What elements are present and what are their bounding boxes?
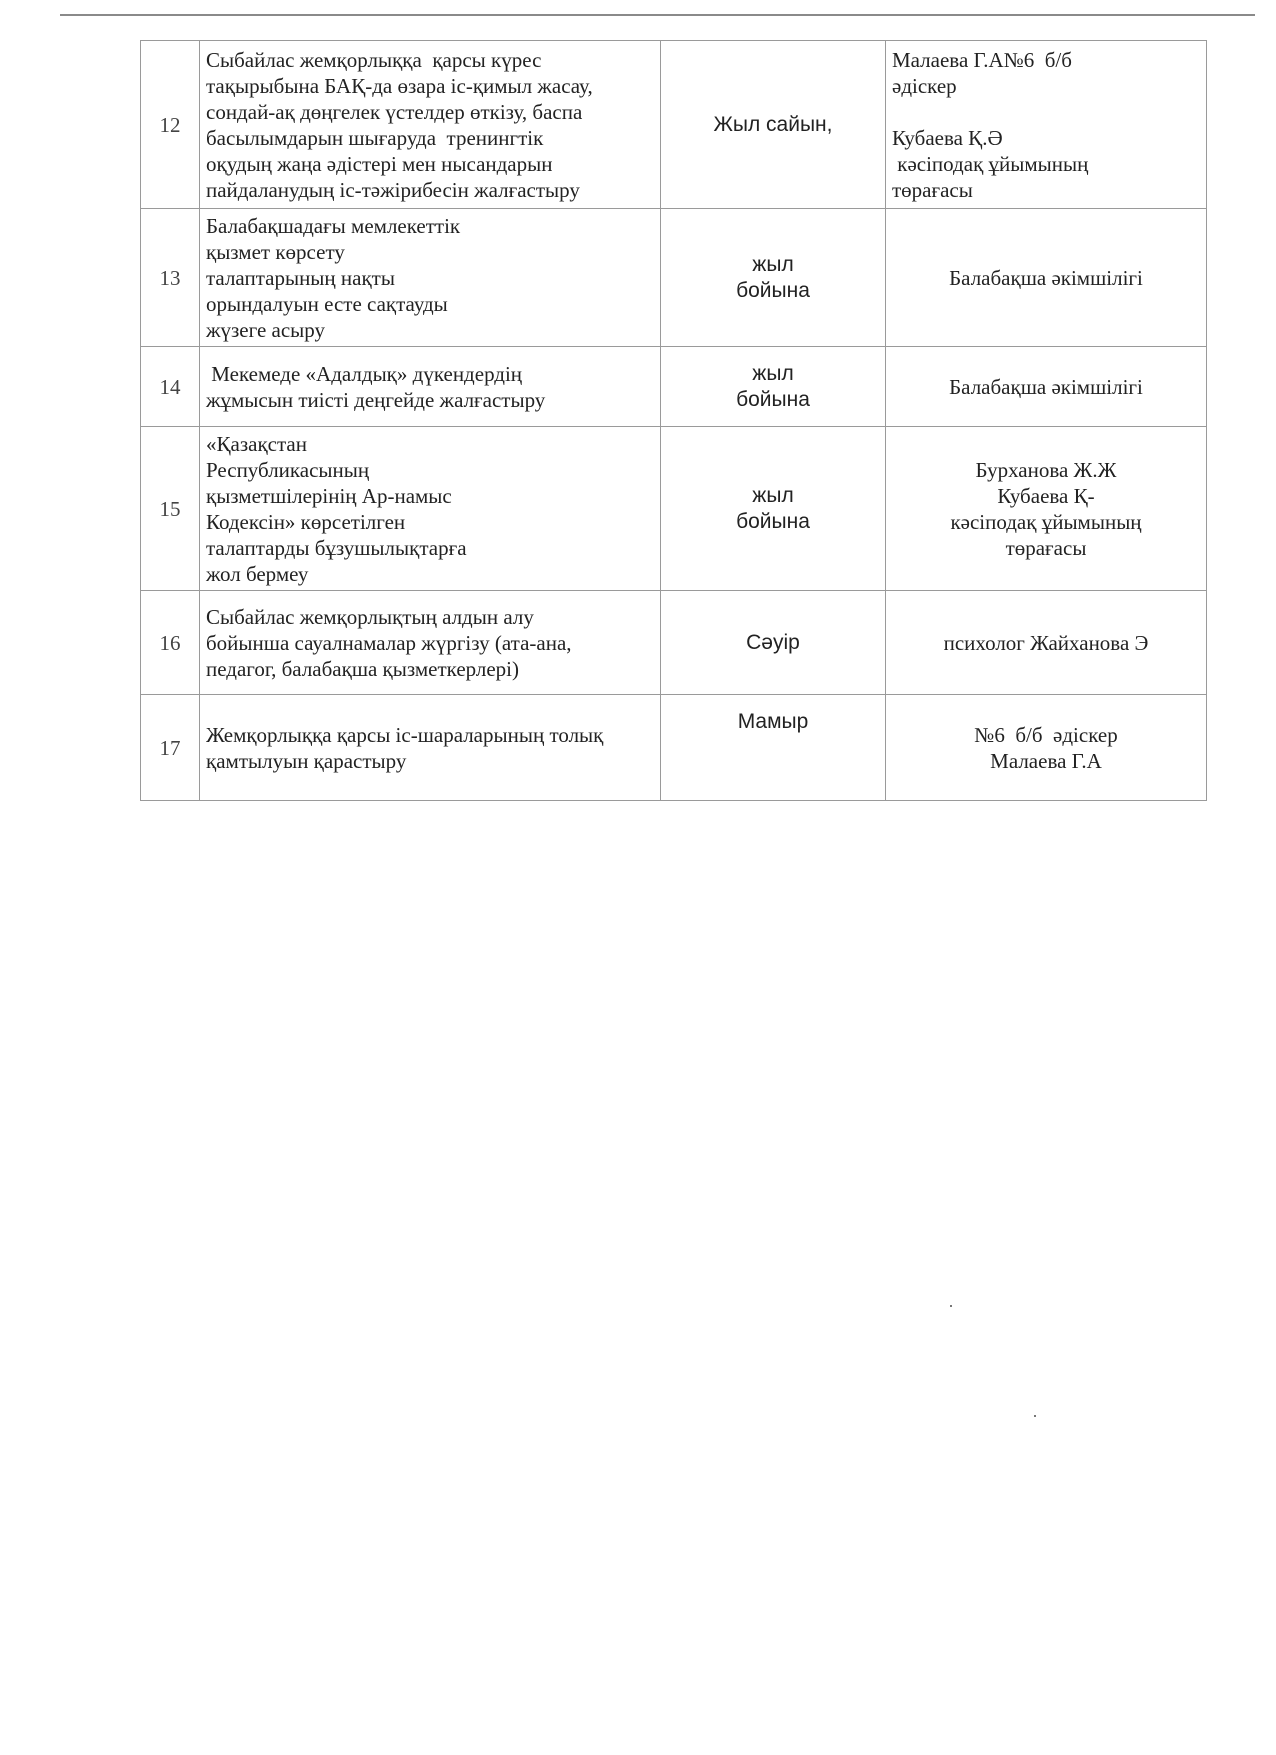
responsible-line: кәсіподақ ұйымының — [892, 151, 1089, 176]
task-cell — [200, 41, 661, 209]
responsible-cell — [886, 695, 1207, 801]
task-line: орындалуын есте сақтауды — [206, 291, 448, 316]
row-number: 17 — [141, 695, 200, 801]
task-line: «Қазақстан — [206, 431, 307, 456]
row-number: 14 — [141, 347, 200, 427]
task-line: Кодексін» көрсетілген — [206, 509, 406, 534]
task-line: жұмысын тиісті деңгейде жалғастыру — [206, 387, 546, 412]
task-line: талаптарды бұзушылықтарға — [206, 535, 467, 560]
responsible-line: №6 б/б әдіскер — [974, 722, 1118, 747]
task-cell — [200, 591, 661, 695]
table-row — [141, 591, 1207, 695]
responsible-line: төрағасы — [892, 177, 973, 202]
deadline-line: бойына — [736, 509, 810, 533]
row-number: 12 — [141, 41, 200, 209]
deadline-cell — [661, 41, 886, 209]
plan-table — [140, 40, 1207, 801]
task-line: талаптарының нақты — [206, 265, 395, 290]
task-line: Мекемеде «Адалдық» дүкендердің — [206, 361, 523, 386]
deadline-line: бойына — [736, 387, 810, 411]
deadline-line: Сәуір — [746, 630, 800, 654]
deadline-cell — [661, 427, 886, 591]
responsible-cell — [886, 591, 1207, 695]
scan-speck — [1034, 1415, 1036, 1417]
task-line: тақырыбына БАҚ-да өзара іс-қимыл жасау, — [206, 73, 593, 98]
row-number: 13 — [141, 209, 200, 347]
task-cell — [200, 695, 661, 801]
responsible-line — [892, 99, 1200, 125]
responsible-line: төрағасы — [1005, 535, 1087, 560]
deadline-line: Жыл сайын, — [713, 112, 833, 136]
task-line: жүзеге асыру — [206, 317, 326, 342]
responsible-cell — [886, 347, 1207, 427]
task-line: қызмет көрсету — [206, 239, 345, 264]
deadline-line: жыл — [752, 361, 794, 385]
task-line: сондай-ақ дөңгелек үстелдер өткізу, баспа — [206, 99, 583, 124]
row-number: 15 — [141, 427, 200, 591]
responsible-line: Малаева Г.А — [990, 748, 1102, 773]
task-line: жол бермеу — [206, 561, 309, 586]
task-line: қамтылуын қарастыру — [206, 748, 407, 773]
task-cell — [200, 209, 661, 347]
task-line: Республикасының — [206, 457, 370, 482]
responsible-line: Кубаева Қ- — [997, 483, 1095, 508]
task-line: басылымдарын шығаруда тренингтік — [206, 125, 544, 150]
responsible-line: Балабақша әкімшілігі — [949, 374, 1143, 399]
table-row — [141, 695, 1207, 801]
task-line: Балабақшадағы мемлекеттік — [206, 213, 461, 238]
responsible-line: психолог Жайханова Э — [943, 630, 1149, 655]
deadline-line: жыл — [752, 252, 794, 276]
table-row — [141, 427, 1207, 591]
deadline-cell — [661, 209, 886, 347]
deadline-line: бойына — [736, 278, 810, 302]
responsible-line: Балабақша әкімшілігі — [949, 265, 1143, 290]
deadline-cell — [661, 347, 886, 427]
deadline-cell — [661, 591, 886, 695]
task-cell — [200, 347, 661, 427]
task-line: пайдаланудың іс-тәжірибесін жалғастыру — [206, 177, 580, 202]
deadline-cell — [661, 695, 886, 801]
task-cell — [200, 427, 661, 591]
responsible-line: Бурханова Ж.Ж — [975, 457, 1117, 482]
task-line: оқудың жаңа әдістері мен нысандарын — [206, 151, 553, 176]
table-row — [141, 209, 1207, 347]
responsible-cell — [886, 41, 1207, 209]
responsible-cell — [886, 427, 1207, 591]
responsible-line: Малаева Г.А№6 б/б — [892, 47, 1072, 72]
table-row — [141, 41, 1207, 209]
task-line: Сыбайлас жемқорлықтың алдын алу — [206, 604, 534, 629]
table-row — [141, 347, 1207, 427]
responsible-line: Кубаева Қ.Ә — [892, 125, 1003, 150]
deadline-line: Мамыр — [737, 710, 809, 733]
deadline-line: жыл — [752, 483, 794, 507]
task-line: педагог, балабақша қызметкерлері) — [206, 656, 520, 681]
task-line: Жемқорлыққа қарсы іс-шараларының толық — [206, 722, 604, 747]
task-line: Сыбайлас жемқорлыққа қарсы күрес — [206, 47, 542, 72]
responsible-line: әдіскер — [892, 73, 957, 98]
scan-speck — [950, 1305, 952, 1307]
responsible-cell — [886, 209, 1207, 347]
row-number: 16 — [141, 591, 200, 695]
task-line: бойынша сауалнамалар жүргізу (ата-ана, — [206, 630, 572, 655]
responsible-line: кәсіподақ ұйымының — [950, 509, 1142, 534]
top-rule — [60, 14, 1255, 16]
task-line: қызметшілерінің Ар-намыс — [206, 483, 452, 508]
